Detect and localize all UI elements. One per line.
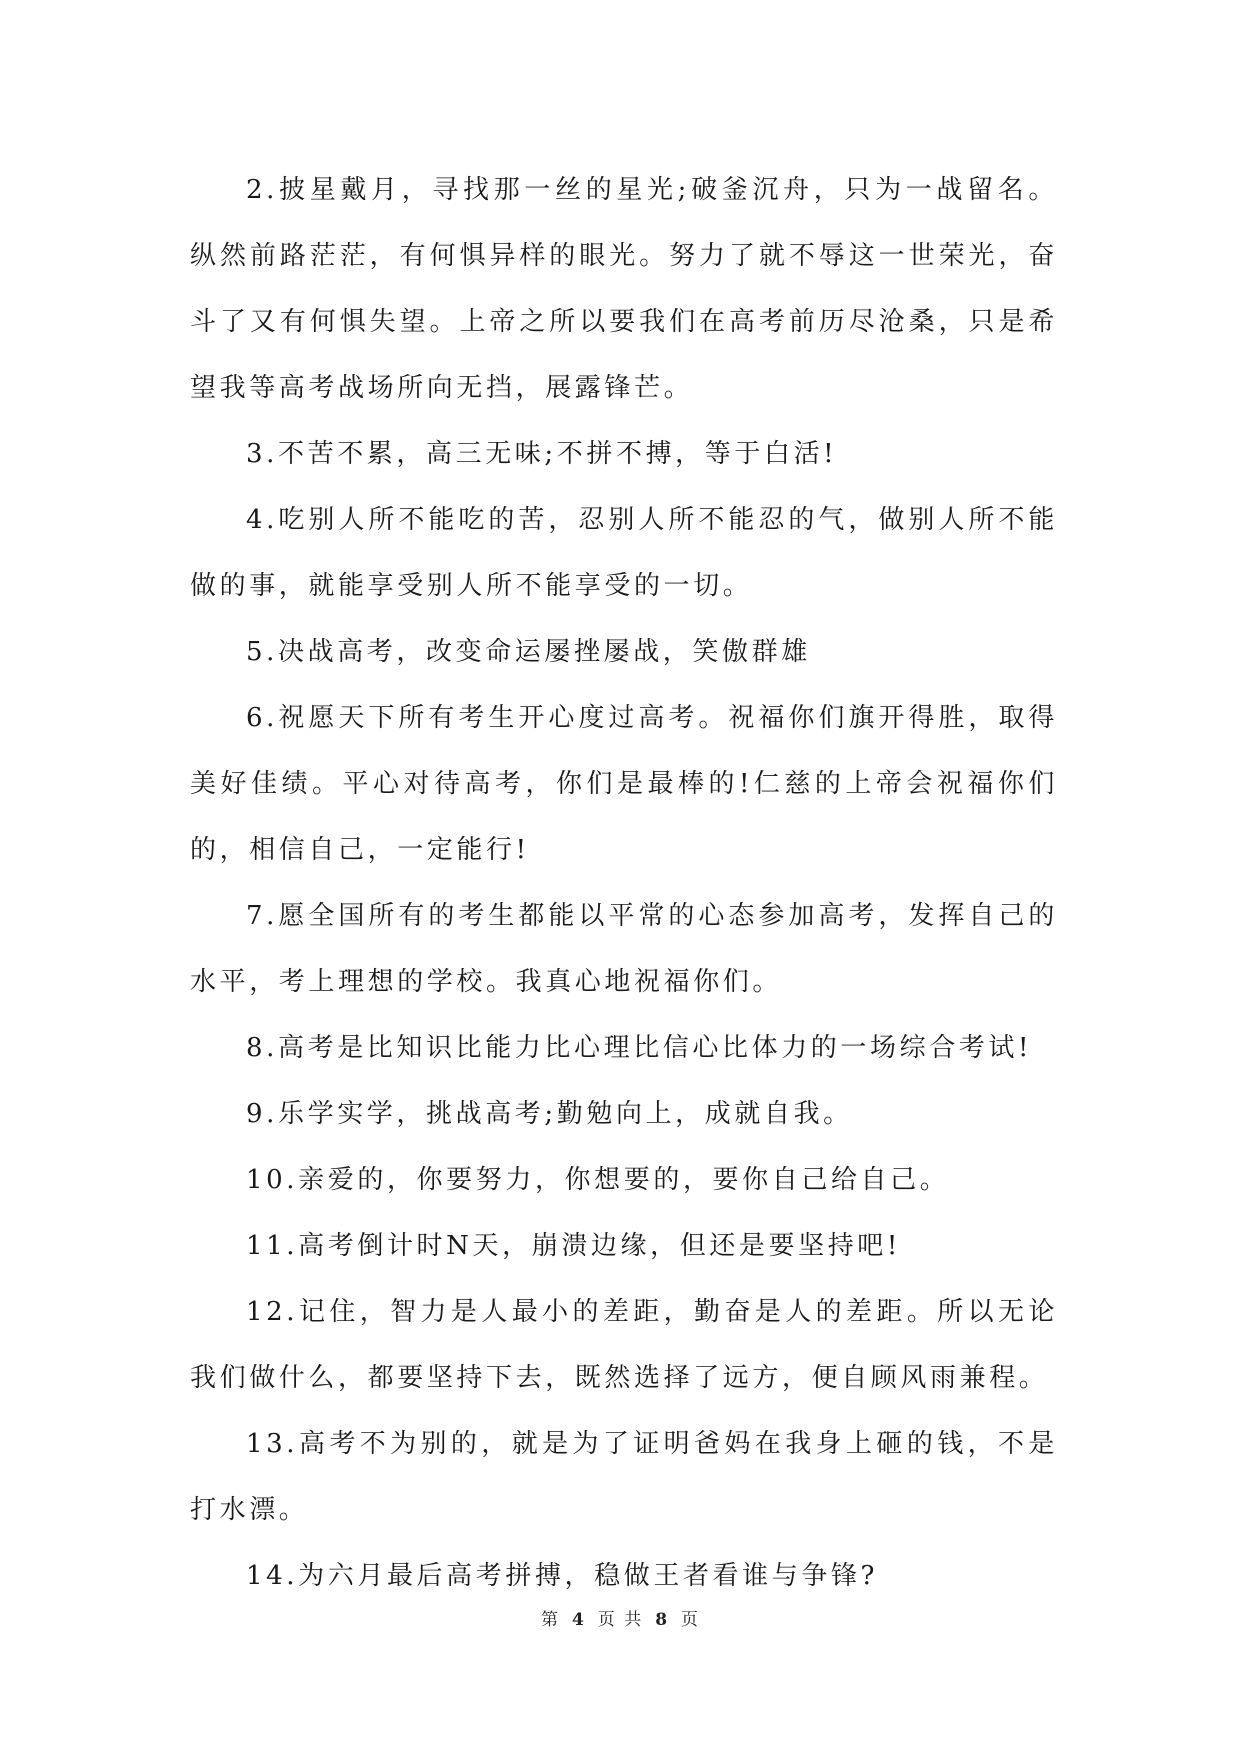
footer-total-pages: 8 [655, 1610, 670, 1630]
paragraph-12: 12.记住，智力是人最小的差距，勤奋是人的差距。所以无论我们做什么，都要坚持下去，既然选择了远方，便自顾风雨兼程。 [190, 1297, 1058, 1393]
page-footer [0, 1605, 1241, 1630]
footer-current-page: 4 [571, 1610, 586, 1630]
paragraph-6: 6.祝愿天下所有考生开心度过高考。祝福你们旗开得胜，取得美好佳绩。平心对待高考，你们是最棒的!仁慈的上帝会祝福你们的，相信自己，一定能行! [190, 703, 1058, 865]
paragraph-13: 13.高考不为别的，就是为了证明爸妈在我身上砸的钱，不是打水漂。 [190, 1429, 1058, 1525]
footer-prefix: 第 [540, 1610, 560, 1630]
paragraph-9: 9.乐学实学，挑战高考;勤勉向上，成就自我。 [246, 1099, 853, 1129]
paragraph-10: 10.亲爱的，你要努力，你想要的，要你自己给自己。 [246, 1165, 950, 1195]
footer-middle: 页 共 [597, 1610, 644, 1630]
paragraph-4: 4.吃别人所不能吃的苦，忍别人所不能忍的气，做别人所不能做的事，就能享受别人所不能享受的一切。 [190, 505, 1058, 601]
paragraph-8: 8.高考是比知识比能力比心理比信心比体力的一场综合考试! [246, 1033, 1033, 1063]
paragraph-2: 2.披星戴月，寻找那一丝的星光;破釜沉舟，只为一战留名。纵然前路茫茫，有何惧异样的眼光。努力了就不辱这一世荣光，奋斗了又有何惧失望。上帝之所以要我们在高考前历尽沧桑，只是希望我等高考战场所向无挡，展露锋芒。 [190, 175, 1058, 403]
paragraph-3: 3.不苦不累，高三无味;不拼不搏，等于白活! [246, 439, 838, 469]
paragraph-7: 7.愿全国所有的考生都能以平常的心态参加高考，发挥自己的水平，考上理想的学校。我真心地祝福你们。 [190, 901, 1058, 997]
paragraph-14: 14.为六月最后高考拼搏，稳做王者看谁与争锋? [246, 1561, 879, 1591]
document-body [190, 157, 1058, 1609]
paragraph-11: 11.高考倒计时N天，崩溃边缘，但还是要坚持吧! [246, 1231, 901, 1261]
footer-suffix: 页 [681, 1610, 701, 1630]
paragraph-5: 5.决战高考，改变命运屡挫屡战，笑傲群雄 [246, 637, 811, 667]
